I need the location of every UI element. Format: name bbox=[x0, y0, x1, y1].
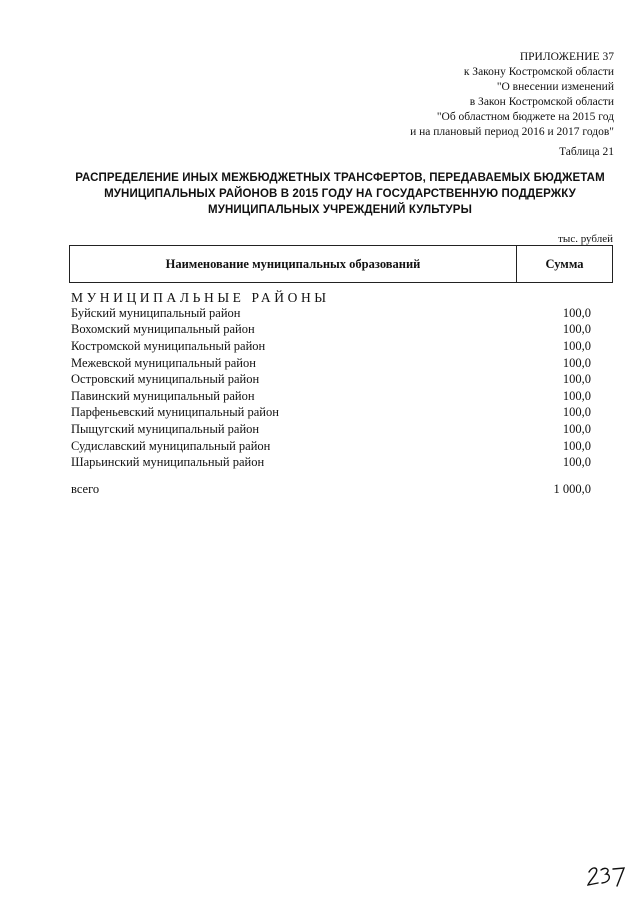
row-name: Межевской муниципальный район bbox=[71, 355, 256, 370]
row-sum: 100,0 bbox=[562, 322, 591, 337]
row-name: Павинский муниципальный район bbox=[71, 388, 255, 403]
row-sum: 100,0 bbox=[562, 455, 591, 470]
table-body bbox=[71, 305, 591, 471]
row-name: Пыщугский муниципальный район bbox=[71, 421, 260, 436]
row-sum: 100,0 bbox=[562, 438, 591, 453]
title-line: РАСПРЕДЕЛЕНИЕ ИНЫХ МЕЖБЮДЖЕТНЫХ ТРАНСФЕРТОВ, ПЕРЕДАВАЕМЫХ БЮДЖЕТАМ bbox=[75, 172, 605, 184]
title-line: МУНИЦИПАЛЬНЫХ УЧРЕЖДЕНИЙ КУЛЬТУРЫ bbox=[208, 204, 472, 216]
row-name: Парфеньевский муниципальный район bbox=[71, 405, 279, 420]
row-name: Островский муниципальный район bbox=[71, 372, 260, 387]
table-row bbox=[71, 405, 591, 422]
handwritten-page-number bbox=[586, 863, 626, 889]
row-name: Судиславский муниципальный район bbox=[71, 438, 271, 453]
title-line: МУНИЦИПАЛЬНЫХ РАЙОНОВ В 2015 ГОДУ НА ГОСУДАРСТВЕННУЮ ПОДДЕРЖКУ bbox=[104, 188, 576, 200]
row-sum: 100,0 bbox=[562, 305, 591, 320]
table-row bbox=[71, 438, 591, 455]
row-name: Буйский муниципальный район bbox=[71, 305, 241, 320]
table-row bbox=[71, 322, 591, 339]
header-line: в Закон Костромской области bbox=[469, 96, 614, 108]
header-line: ПРИЛОЖЕНИЕ 37 bbox=[519, 51, 614, 63]
table-header bbox=[69, 245, 613, 283]
row-sum: 100,0 bbox=[562, 405, 591, 420]
row-name: Шарьинский муниципальный район bbox=[71, 455, 265, 470]
table-row bbox=[71, 388, 591, 405]
table-row bbox=[71, 305, 591, 322]
total-sum: 1 000,0 bbox=[553, 482, 591, 496]
table-row bbox=[71, 421, 591, 438]
row-name: Вохомский муниципальный район bbox=[71, 322, 255, 337]
row-sum: 100,0 bbox=[562, 355, 591, 370]
section-heading: МУНИЦИПАЛЬНЫЕ РАЙОНЫ bbox=[71, 290, 330, 305]
row-name: Костромской муниципальный район bbox=[71, 338, 266, 353]
header-line: "О внесении изменений bbox=[496, 81, 614, 93]
table-row bbox=[71, 454, 591, 471]
table-number: Таблица 21 bbox=[559, 146, 614, 158]
row-sum: 100,0 bbox=[562, 338, 591, 353]
total-row bbox=[71, 482, 591, 497]
header-line: к Закону Костромской области bbox=[463, 66, 614, 78]
total-label: всего bbox=[71, 482, 100, 496]
column-header-name: Наименование муниципальных образований bbox=[70, 246, 517, 282]
units-label: тыс. рублей bbox=[558, 233, 613, 245]
appendix-header bbox=[410, 50, 614, 140]
row-sum: 100,0 bbox=[562, 372, 591, 387]
document-title bbox=[60, 170, 620, 218]
header-line: и на плановый период 2016 и 2017 годов" bbox=[410, 126, 614, 138]
row-sum: 100,0 bbox=[562, 421, 591, 436]
table-row bbox=[71, 371, 591, 388]
table-row bbox=[71, 338, 591, 355]
header-line: "Об областном бюджете на 2015 год bbox=[436, 111, 614, 123]
row-sum: 100,0 bbox=[562, 388, 591, 403]
table-row bbox=[71, 355, 591, 372]
column-header-sum: Сумма bbox=[545, 256, 584, 271]
